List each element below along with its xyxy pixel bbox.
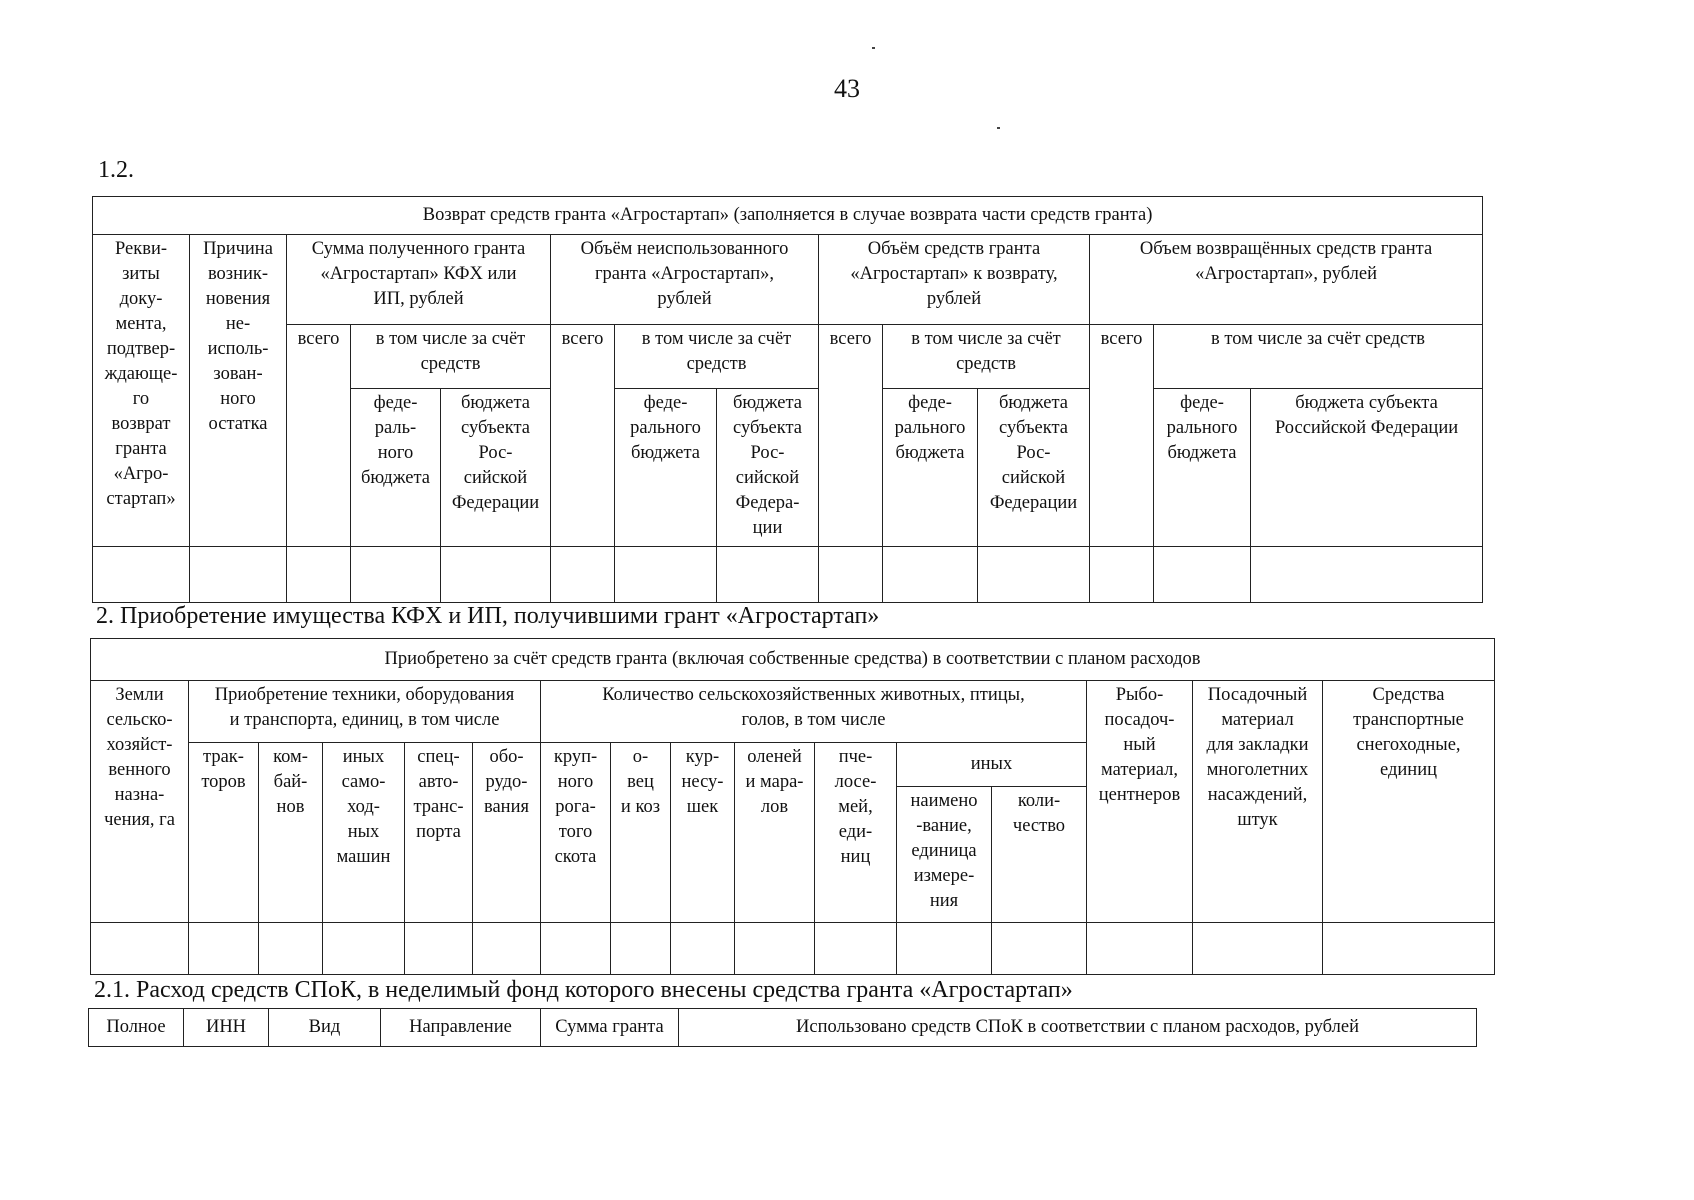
return-empty-row [93, 547, 1483, 603]
unused-total: всего [551, 325, 615, 547]
scan-speck [872, 47, 875, 49]
col-unused-reason: Причина возник- новения не- исполь- зован- ного остатка [190, 235, 287, 547]
empty-cell[interactable] [1193, 923, 1323, 975]
unused-regional: бюджета субъекта Рос- сийской Федера- ции [717, 389, 819, 547]
return-table-title: Возврат средств гранта «Агростартап» (заполняется в случае возврата части средств гранта) [93, 197, 1483, 235]
unused-including: в том числе за счёт средств [615, 325, 819, 389]
acquired-property-table [90, 638, 1495, 975]
empty-cell[interactable] [897, 923, 992, 975]
col-received-grant: Сумма полученного гранта «Агростартап» КФХ или ИП, рублей [287, 235, 551, 325]
col-equipment: обо- рудо- вания [473, 743, 541, 923]
returned-regional: бюджета субъекта Российской Федерации [1251, 389, 1483, 547]
toreturn-regional: бюджета субъекта Рос- сийской Федерации [978, 389, 1090, 547]
section-1-2-label: 1.2. [98, 157, 134, 183]
received-including: в том числе за счёт средств [351, 325, 551, 389]
empty-cell[interactable] [93, 547, 190, 603]
empty-cell[interactable] [541, 923, 611, 975]
returned-federal: феде- рального бюджета [1154, 389, 1251, 547]
returned-including: в том числе за счёт средств [1154, 325, 1483, 389]
col-cattle: круп- ного рога- того скота [541, 743, 611, 923]
empty-cell[interactable] [287, 547, 351, 603]
col-sheep-goats: о- вец и коз [611, 743, 671, 923]
empty-cell[interactable] [815, 923, 897, 975]
unused-federal: феде- рального бюджета [615, 389, 717, 547]
empty-cell[interactable] [978, 547, 1090, 603]
empty-cell[interactable] [441, 547, 551, 603]
received-federal: феде- раль- ного бюджета [351, 389, 441, 547]
acquired-table-title: Приобретено за счёт средств гранта (включая собственные средства) в соответствии с планом расходов [91, 639, 1495, 681]
empty-cell[interactable] [259, 923, 323, 975]
page-number: 43 [834, 74, 860, 103]
col-inn: ИНН [184, 1009, 269, 1047]
col-document-details: Рекви- зиты доку- мента, подтвер- ждающе- го возврат гранта «Агро- стартап» [93, 235, 190, 547]
col-special-transport: спец- авто- транс- порта [405, 743, 473, 923]
empty-cell[interactable] [1090, 547, 1154, 603]
col-grant-to-return: Объём средств гранта «Агростартап» к возврату, рублей [819, 235, 1090, 325]
empty-cell[interactable] [717, 547, 819, 603]
spok-expense-table [88, 1008, 1477, 1047]
col-returned-grant: Объем возвращённых средств гранта «Агростартап», рублей [1090, 235, 1483, 325]
empty-cell[interactable] [819, 547, 883, 603]
col-other-machines: иных само- ход- ных машин [323, 743, 405, 923]
section-2-1-heading: 2.1. Расход средств СПоК, в неделимый фонд которого внесены средства гранта «Агростартап» [94, 977, 1073, 1003]
col-tractors: трак- торов [189, 743, 259, 923]
toreturn-total: всего [819, 325, 883, 547]
col-other-name: наимено -вание, единица измере- ния [897, 787, 992, 923]
empty-cell[interactable] [551, 547, 615, 603]
col-laying-hens: кур- несу- шек [671, 743, 735, 923]
empty-cell[interactable] [1154, 547, 1251, 603]
empty-cell[interactable] [351, 547, 441, 603]
toreturn-federal: феде- рального бюджета [883, 389, 978, 547]
empty-cell[interactable] [323, 923, 405, 975]
empty-cell[interactable] [91, 923, 189, 975]
empty-cell[interactable] [405, 923, 473, 975]
col-combines: ком- бай- нов [259, 743, 323, 923]
col-snow-vehicles: Средства транспортные снегоходные, единиц [1323, 681, 1495, 923]
return-grant-table [92, 196, 1483, 603]
acquired-empty-row [91, 923, 1495, 975]
col-spok-used: Использовано средств СПоК в соответствии с планом расходов, рублей [679, 1009, 1477, 1047]
col-land: Земли сельско- хозяйст- венного назна- чения, га [91, 681, 189, 923]
empty-cell[interactable] [1323, 923, 1495, 975]
col-unused-grant: Объём неиспользованного гранта «Агростартап», рублей [551, 235, 819, 325]
col-direction: Направление [381, 1009, 541, 1047]
empty-cell[interactable] [611, 923, 671, 975]
col-animals: Количество сельскохозяйственных животных, птицы, голов, в том числе [541, 681, 1087, 743]
returned-total: всего [1090, 325, 1154, 547]
received-total: всего [287, 325, 351, 547]
empty-cell[interactable] [735, 923, 815, 975]
col-technics: Приобретение техники, оборудования и транспорта, единиц, в том числе [189, 681, 541, 743]
section-2-heading: 2. Приобретение имущества КФХ и ИП, получившими грант «Агростартап» [96, 603, 880, 629]
empty-cell[interactable] [190, 547, 287, 603]
col-kind: Вид [269, 1009, 381, 1047]
empty-cell[interactable] [1251, 547, 1483, 603]
empty-cell[interactable] [615, 547, 717, 603]
scan-speck [997, 127, 1000, 129]
col-other-animals: иных [897, 743, 1087, 787]
empty-cell[interactable] [1087, 923, 1193, 975]
empty-cell[interactable] [189, 923, 259, 975]
col-grant-sum: Сумма гранта [541, 1009, 679, 1047]
empty-cell[interactable] [883, 547, 978, 603]
empty-cell[interactable] [992, 923, 1087, 975]
col-fish-stock: Рыбо- посадоч- ный материал, центнеров [1087, 681, 1193, 923]
col-other-quantity: коли- чество [992, 787, 1087, 923]
empty-cell[interactable] [671, 923, 735, 975]
empty-cell[interactable] [473, 923, 541, 975]
toreturn-including: в том числе за счёт средств [883, 325, 1090, 389]
col-deer: оленей и мара- лов [735, 743, 815, 923]
received-regional: бюджета субъекта Рос- сийской Федерации [441, 389, 551, 547]
col-full-name: Полное [89, 1009, 184, 1047]
col-bee-colonies: пче- лосе- мей, еди- ниц [815, 743, 897, 923]
col-planting-material: Посадочный материал для закладки многолетних насаждений, штук [1193, 681, 1323, 923]
